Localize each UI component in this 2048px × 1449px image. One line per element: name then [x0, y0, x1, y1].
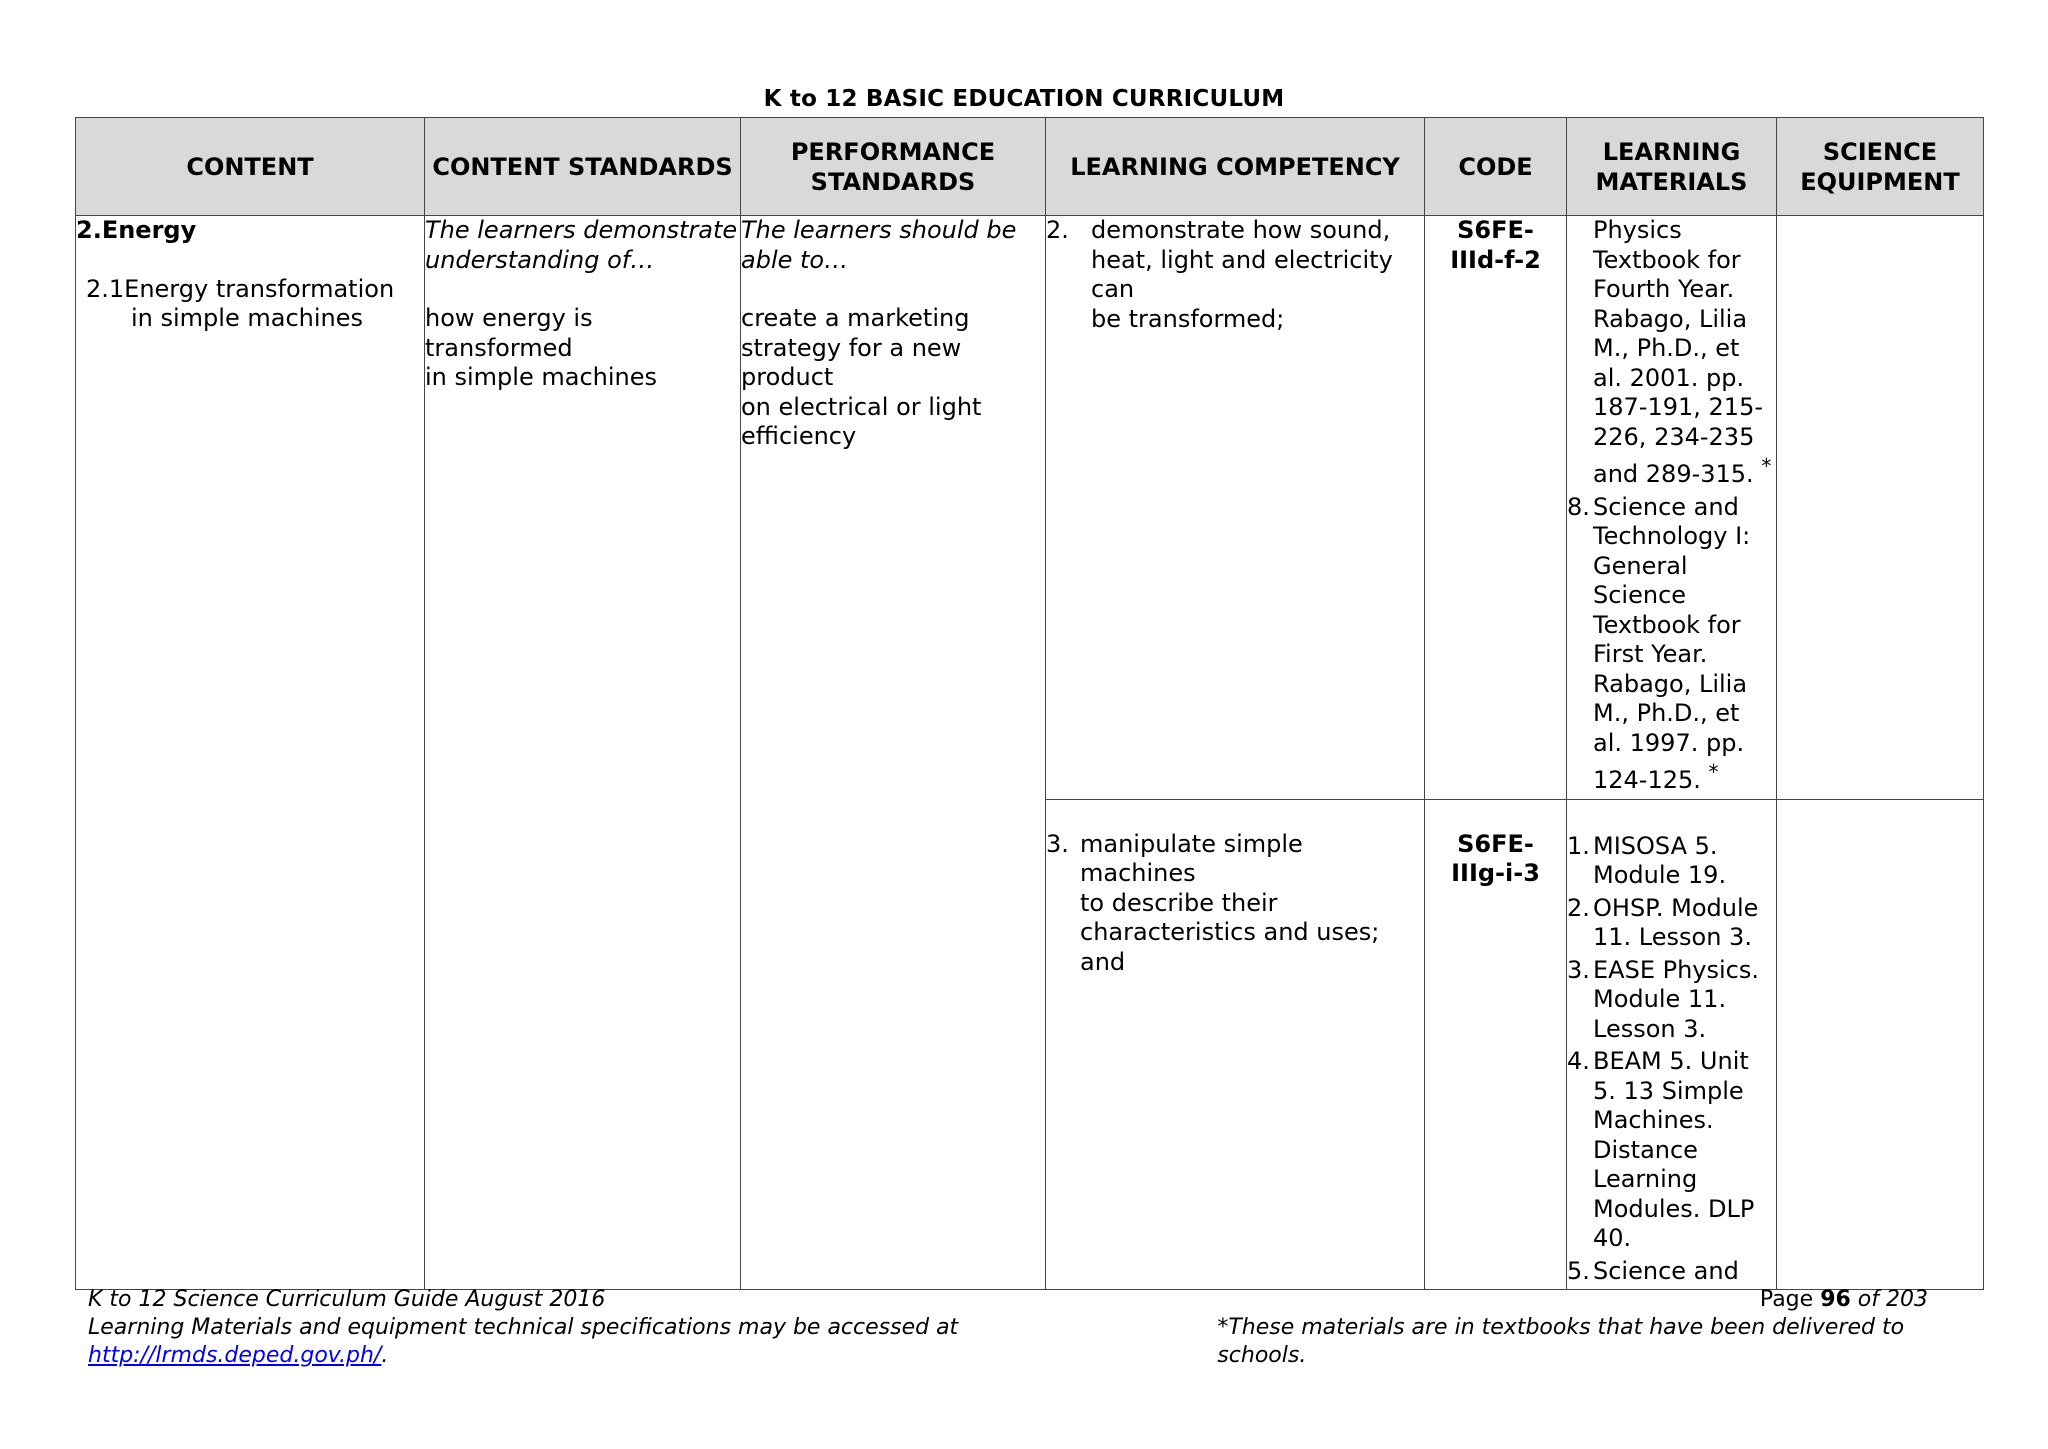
competency-item: [1046, 216, 1424, 334]
list-item-number: 3.: [1567, 955, 1590, 984]
list-item: [1567, 1047, 1776, 1254]
performance-standards-intro-2: able to…: [741, 245, 849, 274]
list-item: [1567, 1257, 1776, 1287]
content-standards-intro-2: understanding of…: [425, 245, 655, 274]
content-topic: 2.Energy: [76, 216, 197, 244]
list-item: [1567, 832, 1776, 891]
table-row: [76, 216, 1984, 800]
header-content: CONTENT: [76, 118, 425, 216]
materials-line: Fourth Year.: [1593, 275, 1735, 303]
list-item-number: 5.: [1567, 1256, 1590, 1285]
materials-line: al. 1997. pp.: [1593, 728, 1745, 757]
competency-cell: [1046, 216, 1425, 800]
materials-line: al. 2001. pp.: [1593, 363, 1745, 392]
code-line-1: S6FE-: [1457, 216, 1534, 244]
materials-line: 40.: [1593, 1224, 1632, 1252]
materials-list: [1567, 832, 1776, 1287]
materials-line: EASE Physics.: [1593, 955, 1759, 984]
list-item-text: [1593, 894, 1758, 953]
materials-line: Learning: [1593, 1165, 1698, 1193]
competency-cell: [1046, 799, 1425, 1290]
list-item-text: [1593, 832, 1726, 891]
list-item-text: [1593, 1257, 1739, 1287]
materials-continuation: [1567, 216, 1776, 490]
materials-line: Technology I:: [1593, 522, 1751, 550]
access-end: .: [381, 1343, 389, 1368]
competency-line: manipulate simple machines: [1080, 829, 1303, 887]
page-label: Page: [1759, 1287, 1821, 1312]
list-item-text: [1593, 493, 1750, 796]
materials-line: OHSP. Module: [1593, 893, 1759, 922]
content-subtopic-line-2: in simple machines: [131, 304, 363, 332]
materials-line: Distance: [1593, 1135, 1698, 1164]
materials-line: Textbook for: [1593, 610, 1741, 639]
header-performance-standards: [741, 118, 1046, 216]
materials-line-text: and 289-315.: [1593, 460, 1754, 488]
delivered-marker: *: [1761, 454, 1772, 478]
materials-line: Rabago, Lilia: [1593, 304, 1748, 333]
code-cell: [1425, 799, 1567, 1290]
materials-line: Module 11.: [1593, 985, 1727, 1013]
materials-line: [1593, 758, 1750, 796]
materials-line: 11. Lesson 3.: [1593, 923, 1752, 951]
materials-line: 5. 13 Simple: [1593, 1076, 1744, 1105]
header-learning-competency: LEARNING COMPETENCY: [1046, 118, 1425, 216]
materials-line: M., Ph.D., et: [1593, 699, 1740, 727]
footer-guide-title: K to 12 Science Curriculum Guide August 2016: [88, 1287, 606, 1312]
access-text: Learning Materials and equipment technical specifications may be accessed at: [88, 1315, 959, 1340]
materials-line: Lesson 3.: [1593, 1014, 1707, 1043]
list-item: [1567, 956, 1776, 1045]
lrmds-link[interactable]: http://lrmds.deped.gov.ph/: [88, 1343, 382, 1368]
header-performance-line-1: PERFORMANCE: [790, 137, 996, 166]
materials-line: Modules. DLP: [1593, 1194, 1755, 1223]
materials-line: BEAM 5. Unit: [1593, 1047, 1749, 1075]
header-materials-line-1: LEARNING: [1602, 137, 1741, 166]
materials-line: Textbook for: [1593, 245, 1741, 274]
header-row: [76, 118, 1984, 216]
footer-access-note: [88, 1314, 1217, 1370]
curriculum-table: [75, 117, 1984, 1290]
materials-line: MISOSA 5.: [1593, 831, 1718, 860]
code-line-2: IIId-f-2: [1450, 245, 1541, 274]
footer-row-1: [88, 1286, 1968, 1314]
performance-standards-text-3: on electrical or light: [741, 392, 982, 421]
page-number: [1760, 1286, 1968, 1314]
list-item-text: [1593, 1047, 1754, 1254]
code-cell: [1425, 216, 1567, 800]
competency-text: [1080, 830, 1424, 978]
learning-materials-cell: [1567, 799, 1777, 1290]
list-item-text: [1593, 956, 1759, 1045]
footer-delivered-note: *These materials are in textbooks that have been delivered to schools.: [1217, 1315, 1905, 1368]
performance-standards-text-4: efficiency: [741, 422, 857, 450]
header-science-equipment: [1777, 118, 1984, 216]
materials-line-text: 124-125.: [1593, 766, 1701, 794]
materials-line: First Year.: [1593, 640, 1708, 668]
header-equipment-line-2: EQUIPMENT: [1800, 167, 1960, 196]
page-total: of 203: [1850, 1287, 1928, 1312]
content-standards-text-1: how energy is transformed: [425, 304, 593, 362]
content-standards-intro-1: The learners demonstrate: [425, 216, 738, 244]
list-item-number: 4.: [1567, 1047, 1590, 1075]
science-equipment-cell: [1777, 799, 1984, 1290]
materials-line: 226, 234-235: [1593, 422, 1755, 451]
competency-number: 3.: [1046, 829, 1069, 858]
performance-standards-text-1: create a marketing: [741, 304, 970, 332]
page-footer: [88, 1286, 1968, 1370]
materials-line: [1593, 452, 1776, 490]
list-item: [1567, 493, 1776, 796]
materials-line: Science and: [1593, 1256, 1739, 1285]
header-learning-materials: [1567, 118, 1777, 216]
materials-line: Physics: [1593, 216, 1682, 244]
performance-standards-intro-1: The learners should be: [741, 216, 1017, 244]
header-content-standards: CONTENT STANDARDS: [425, 118, 741, 216]
learning-materials-cell: [1567, 216, 1777, 800]
competency-line: to describe their: [1080, 888, 1278, 917]
header-materials-line-2: MATERIALS: [1595, 167, 1748, 196]
materials-line: Science: [1593, 581, 1687, 609]
materials-line: Machines.: [1593, 1106, 1714, 1134]
materials-line: M., Ph.D., et: [1593, 334, 1740, 362]
list-item-number: 2.: [1567, 893, 1590, 922]
performance-standards-cell: [741, 216, 1046, 1290]
content-standards-cell: [425, 216, 741, 1290]
materials-line: Module 19.: [1593, 861, 1727, 889]
header-code: CODE: [1425, 118, 1567, 216]
competency-item: [1046, 830, 1424, 978]
page-current: 96: [1820, 1287, 1851, 1312]
list-item-number: 8.: [1567, 492, 1590, 521]
performance-standards-text-2: strategy for a new product: [741, 333, 962, 391]
materials-line: Science and: [1593, 492, 1739, 521]
content-cell: [76, 216, 425, 1290]
footer-row-2: [88, 1314, 1968, 1370]
materials-line: 187-191, 215-: [1593, 393, 1764, 421]
delivered-marker: *: [1708, 760, 1719, 784]
document-title: K to 12 BASIC EDUCATION CURRICULUM: [763, 86, 1285, 112]
materials-list: [1567, 493, 1776, 796]
content-standards-text-2: in simple machines: [425, 363, 657, 391]
competency-line: demonstrate how sound,: [1091, 216, 1391, 244]
code-line-2: IIIg-i-3: [1451, 859, 1540, 887]
header-performance-line-2: STANDARDS: [810, 167, 976, 196]
header-equipment-line-1: SCIENCE: [1822, 137, 1938, 166]
list-item: [1567, 894, 1776, 953]
code-line-1: S6FE-: [1457, 829, 1534, 858]
competency-line: characteristics and uses; and: [1080, 918, 1380, 976]
competency-line: heat, light and electricity can: [1091, 245, 1393, 303]
materials-line: General: [1593, 551, 1688, 580]
list-item-number: 1.: [1567, 831, 1590, 860]
science-equipment-cell: [1777, 216, 1984, 800]
competency-line: be transformed;: [1091, 304, 1285, 333]
content-subtopic-line-1: 2.1Energy transformation: [86, 274, 395, 303]
competency-number: 2.: [1046, 216, 1069, 244]
materials-line: Rabago, Lilia: [1593, 669, 1748, 698]
competency-text: [1091, 216, 1424, 334]
